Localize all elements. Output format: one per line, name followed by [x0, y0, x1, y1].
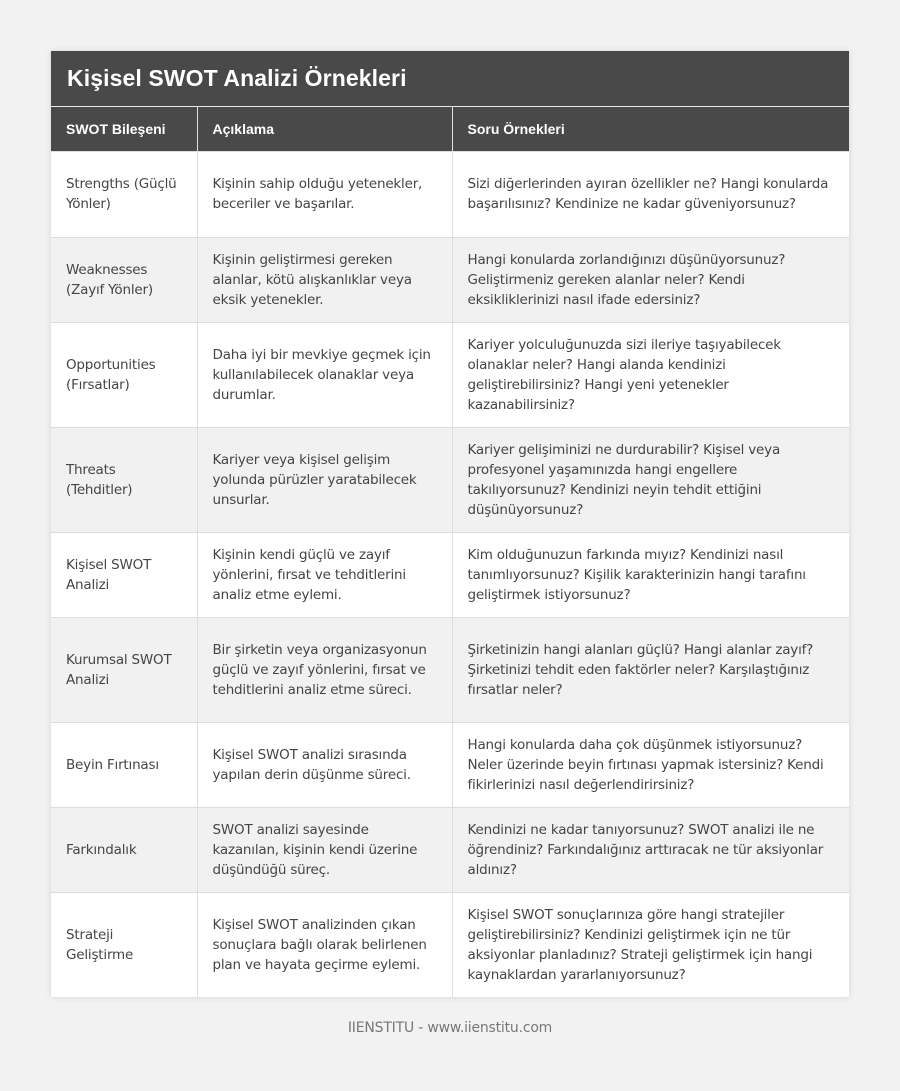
cell-description: SWOT analizi sayesinde kazanılan, kişinin kendi üzerine düşündüğü süreç. — [197, 807, 452, 892]
cell-questions: Kişisel SWOT sonuçlarınıza göre hangi stratejiler geliştirebilirsiniz? Kendinizi geliştirmek için ne tür aksiyonlar planladınız? Strateji geliştirmek için hangi kaynaklardan yararlanıyorsunuz? — [452, 892, 849, 997]
column-header-component: SWOT Bileşeni — [51, 107, 197, 151]
cell-description: Bir şirketin veya organizasyonun güçlü ve zayıf yönlerini, fırsat ve tehditlerini analiz etme süreci. — [197, 617, 452, 722]
cell-questions: Kim olduğunuzun farkında mıyız? Kendinizi nasıl tanımlıyorsunuz? Kişilik karakterinizin hangi tarafını geliştirmek istiyorsunuz? — [452, 532, 849, 617]
cell-questions: Kariyer yolculuğunuzda sizi ileriye taşıyabilecek olanaklar neler? Hangi alanda kendinizi geliştirebilirsiniz? Hangi yeni yetenekler kazanabilirsiniz? — [452, 322, 849, 427]
cell-description: Daha iyi bir mevkiye geçmek için kullanılabilecek olanaklar veya durumlar. — [197, 322, 452, 427]
cell-description: Kişisel SWOT analizinden çıkan sonuçlara bağlı olarak belirlenen plan ve hayata geçirme eylemi. — [197, 892, 452, 997]
table-header-row — [51, 107, 849, 151]
cell-description: Kariyer veya kişisel gelişim yolunda pürüzler yaratabilecek unsurlar. — [197, 427, 452, 532]
cell-questions: Hangi konularda zorlandığınızı düşünüyorsunuz? Geliştirmeniz gereken alanlar neler? Kendi eksikliklerinizi nasıl ifade edersiniz? — [452, 237, 849, 322]
cell-description: Kişinin kendi güçlü ve zayıf yönlerini, fırsat ve tehditlerini analiz etme eylemi. — [197, 532, 452, 617]
cell-component: Weaknesses (Zayıf Yönler) — [51, 237, 197, 322]
cell-component: Farkındalık — [51, 807, 197, 892]
cell-component: Opportunities (Fırsatlar) — [51, 322, 197, 427]
table-row — [51, 532, 849, 617]
cell-component: Kurumsal SWOT Analizi — [51, 617, 197, 722]
swot-table-card — [51, 51, 849, 997]
table-row — [51, 151, 849, 237]
cell-questions: Kendinizi ne kadar tanıyorsunuz? SWOT analizi ile ne öğrendiniz? Farkındalığınız arttıracak ne tür aksiyonlar aldınız? — [452, 807, 849, 892]
table-row — [51, 322, 849, 427]
column-header-questions: Soru Örnekleri — [452, 107, 849, 151]
swot-table — [51, 107, 849, 997]
cell-questions: Şirketinizin hangi alanları güçlü? Hangi alanlar zayıf? Şirketinizi tehdit eden faktörler neler? Karşılaştığınız fırsatlar neler? — [452, 617, 849, 722]
table-row — [51, 892, 849, 997]
table-row — [51, 722, 849, 807]
cell-questions: Hangi konularda daha çok düşünmek istiyorsunuz? Neler üzerinde beyin fırtınası yapmak istersiniz? Kendi fikirlerinizi nasıl değerlendirirsiniz? — [452, 722, 849, 807]
cell-component: Threats (Tehditler) — [51, 427, 197, 532]
page-title: Kişisel SWOT Analizi Örnekleri — [67, 65, 407, 91]
cell-component: Strateji Geliştirme — [51, 892, 197, 997]
cell-questions: Sizi diğerlerinden ayıran özellikler ne? Hangi konularda başarılısınız? Kendinize ne kadar güveniyorsunuz? — [452, 151, 849, 237]
column-header-description: Açıklama — [197, 107, 452, 151]
cell-description: Kişinin geliştirmesi gereken alanlar, kötü alışkanlıklar veya eksik yetenekler. — [197, 237, 452, 322]
cell-component: Beyin Fırtınası — [51, 722, 197, 807]
cell-component: Strengths (Güçlü Yönler) — [51, 151, 197, 237]
table-row — [51, 617, 849, 722]
cell-description: Kişisel SWOT analizi sırasında yapılan derin düşünme süreci. — [197, 722, 452, 807]
table-row — [51, 807, 849, 892]
table-row — [51, 427, 849, 532]
table-row — [51, 237, 849, 322]
cell-component: Kişisel SWOT Analizi — [51, 532, 197, 617]
footer-credit: IIENSTITU - www.iienstitu.com — [347, 1020, 553, 1036]
cell-description: Kişinin sahip olduğu yetenekler, beceriler ve başarılar. — [197, 151, 452, 237]
cell-questions: Kariyer gelişiminizi ne durdurabilir? Kişisel veya profesyonel yaşamınızda hangi engellere takılıyorsunuz? Kendinizi neyin tehdit ettiğini düşünüyorsunuz? — [452, 427, 849, 532]
title-bar — [51, 51, 849, 107]
